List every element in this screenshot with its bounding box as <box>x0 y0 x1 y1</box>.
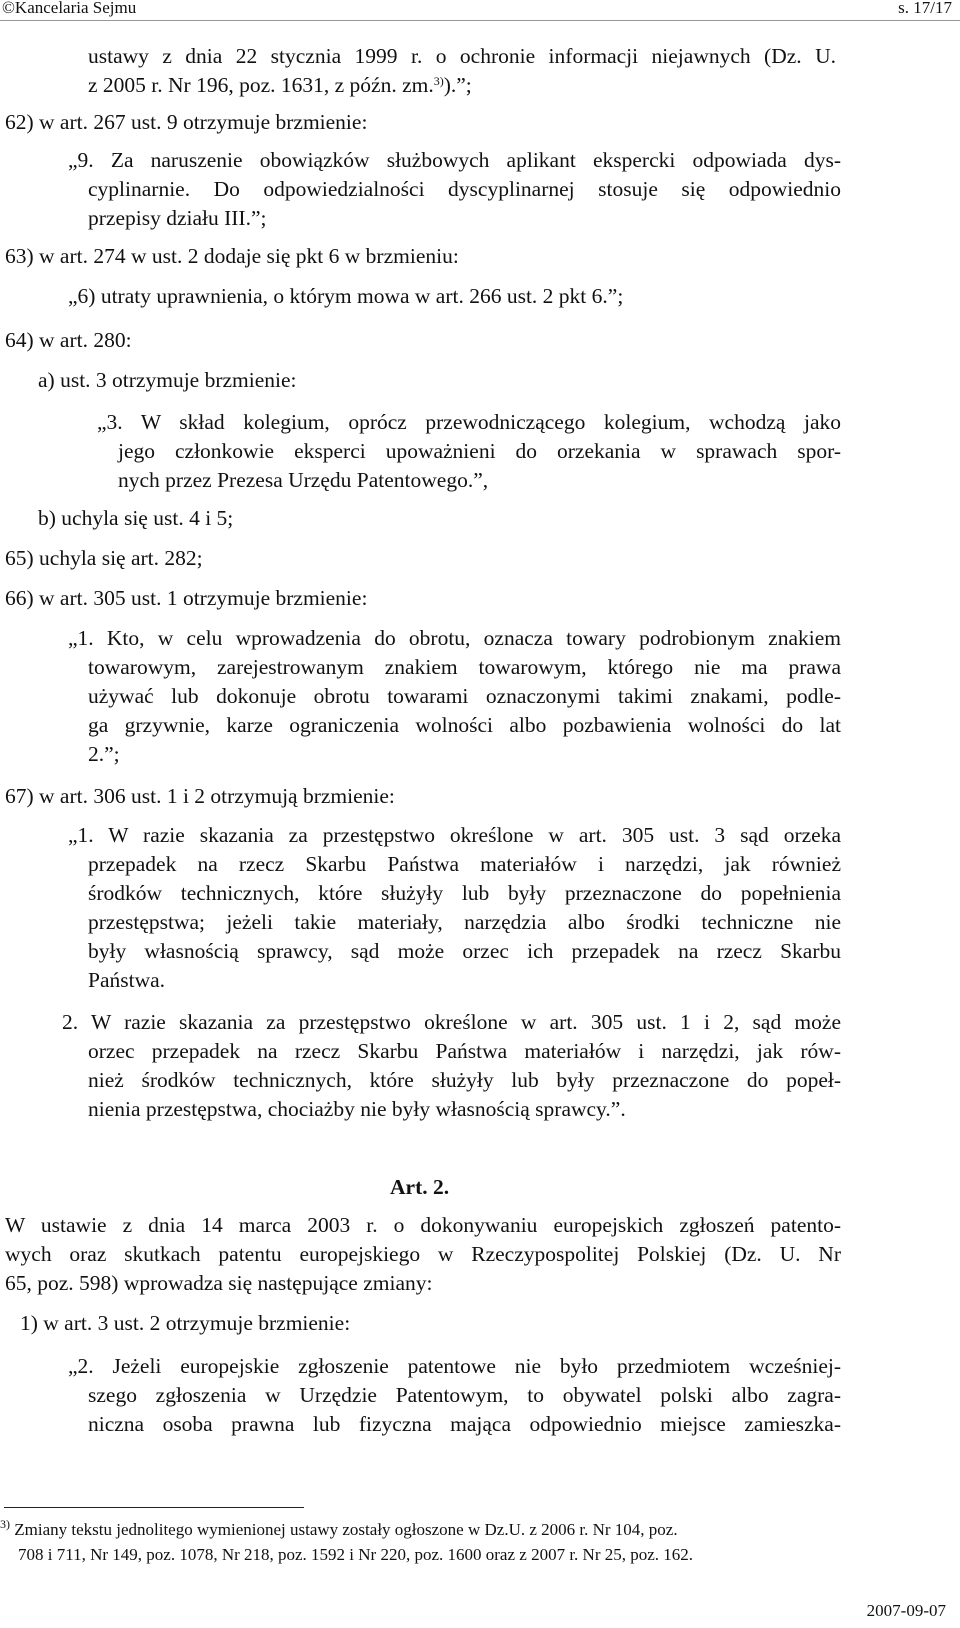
footnote-line: 708 i 711, Nr 149, poz. 1078, Nr 218, poz. 1592 i Nr 220, poz. 1600 oraz z 2007 r. Nr 25, poz. 162. <box>18 1545 694 1564</box>
copyright-label: ©Kancelaria Sejmu <box>2 0 137 17</box>
text-line: „2. Jeżeli europejskie zgłoszenie patentowe nie było przedmiotem wcześniej- <box>68 1354 841 1378</box>
text-line: „1. W razie skazania za przestępstwo określone w art. 305 ust. 3 sąd orzeka <box>68 823 841 847</box>
text-line: 2.”; <box>88 742 120 766</box>
footnote-separator <box>4 1507 304 1508</box>
page-header <box>0 0 960 21</box>
item-63: 63) w art. 274 w ust. 2 dodaje się pkt 6 w brzmieniu: <box>5 244 459 268</box>
text-line: przestępstwa; jeżeli takie materiały, narzędzia albo środki techniczne nie <box>88 910 841 934</box>
text-line: nych przez Prezesa Urzędu Patentowego.”, <box>118 468 489 492</box>
text-line: przepisy działu III.”; <box>88 206 267 230</box>
item-65: 65) uchyla się art. 282; <box>5 546 203 570</box>
text-line: „9. Za naruszenie obowiązków służbowych aplikant ekspercki odpowiada dys- <box>68 148 841 172</box>
text-line: środków technicznych, które służyły lub były przeznaczone do popełnienia <box>88 881 841 905</box>
text-line: „6) utraty uprawnienia, o którym mowa w art. 266 ust. 2 pkt 6.”; <box>68 284 624 308</box>
footnote-ref: 3) <box>433 74 444 88</box>
footnote: $^{3)}$ Zmiany tekstu jednolitego wymienionej ustawy zostały ogłoszone w Dz.U. z 2006 r. Nr 104, poz. <box>0 1517 678 1539</box>
text-line: używać lub dokonuje obrotu towarami oznaczonymi takimi znakami, podle- <box>88 684 841 708</box>
text-line: towarowym, zarejestrowanym znakiem towarowym, którego nie ma prawa <box>88 655 841 679</box>
item-1: 1) w art. 3 ust. 2 otrzymuje brzmienie: <box>20 1311 351 1335</box>
text-line: 2. W razie skazania za przestępstwo określone w art. 305 ust. 1 i 2, sąd może <box>62 1010 841 1034</box>
text-line: Państwa. <box>88 968 166 992</box>
subitem-a: a) ust. 3 otrzymuje brzmienie: <box>38 368 297 392</box>
text-line: wych oraz skutkach patentu europejskiego w Rzeczypospolitej Polskiej (Dz. U. Nr <box>5 1242 841 1266</box>
item-67: 67) w art. 306 ust. 1 i 2 otrzymują brzmienie: <box>5 784 395 808</box>
article-heading: Art. 2. <box>390 1175 450 1199</box>
text-line: cyplinarnie. Do odpowiedzialności dyscyplinarnej stosuje się odpowiednio <box>88 177 841 201</box>
document-date: 2007-09-07 <box>866 1601 946 1620</box>
text-line: „3. W skład kolegium, oprócz przewodniczącego kolegium, wchodzą jako <box>97 410 841 434</box>
footnote-marker: 3) <box>0 1517 10 1531</box>
text-line: przepadek na rzecz Skarbu Państwa materiałów i narzędzi, jak również <box>88 852 841 876</box>
text-line: szego zgłoszenia w Urzędzie Patentowym, to obywatel polski albo zagra- <box>88 1383 841 1407</box>
text-line: 65, poz. 598) wprowadza się następujące zmiany: <box>5 1271 433 1295</box>
subitem-b: b) uchyla się ust. 4 i 5; <box>38 506 234 530</box>
text-line: niczna osoba prawna lub fizyczna mająca odpowiednio miejsce zamieszka- <box>88 1412 841 1436</box>
text-line: z 2005 r. Nr 196, poz. 1631, z późn. zm.$^{3)}$).”; <box>88 73 472 97</box>
text-line: nież środków technicznych, które służyły lub były przeznaczone do popeł- <box>88 1068 841 1092</box>
text-line: jego członkowie eksperci upoważnieni do orzekania w sprawach spor- <box>118 439 841 463</box>
page-number: s. 17/17 <box>898 0 952 17</box>
text-line: „1. Kto, w celu wprowadzenia do obrotu, oznacza towary podrobionym znakiem <box>68 626 841 650</box>
text-line: ustawy z dnia 22 stycznia 1999 r. o ochronie informacji niejawnych (Dz. U. <box>88 44 836 68</box>
text-line: były własnością sprawcy, sąd może orzec ich przepadek na rzecz Skarbu <box>88 939 841 963</box>
text-line: W ustawie z dnia 14 marca 2003 r. o dokonywaniu europejskich zgłoszeń patento- <box>5 1213 841 1237</box>
text-line: nienia przestępstwa, chociażby nie były własnością sprawcy.”. <box>88 1097 626 1121</box>
item-64: 64) w art. 280: <box>5 328 132 352</box>
item-66: 66) w art. 305 ust. 1 otrzymuje brzmienie: <box>5 586 368 610</box>
item-62: 62) w art. 267 ust. 9 otrzymuje brzmienie: <box>5 110 368 134</box>
text-line: orzec przepadek na rzecz Skarbu Państwa materiałów i narzędzi, jak rów- <box>88 1039 841 1063</box>
text-line: ga grzywnie, karze ograniczenia wolności albo pozbawienia wolności do lat <box>88 713 841 737</box>
